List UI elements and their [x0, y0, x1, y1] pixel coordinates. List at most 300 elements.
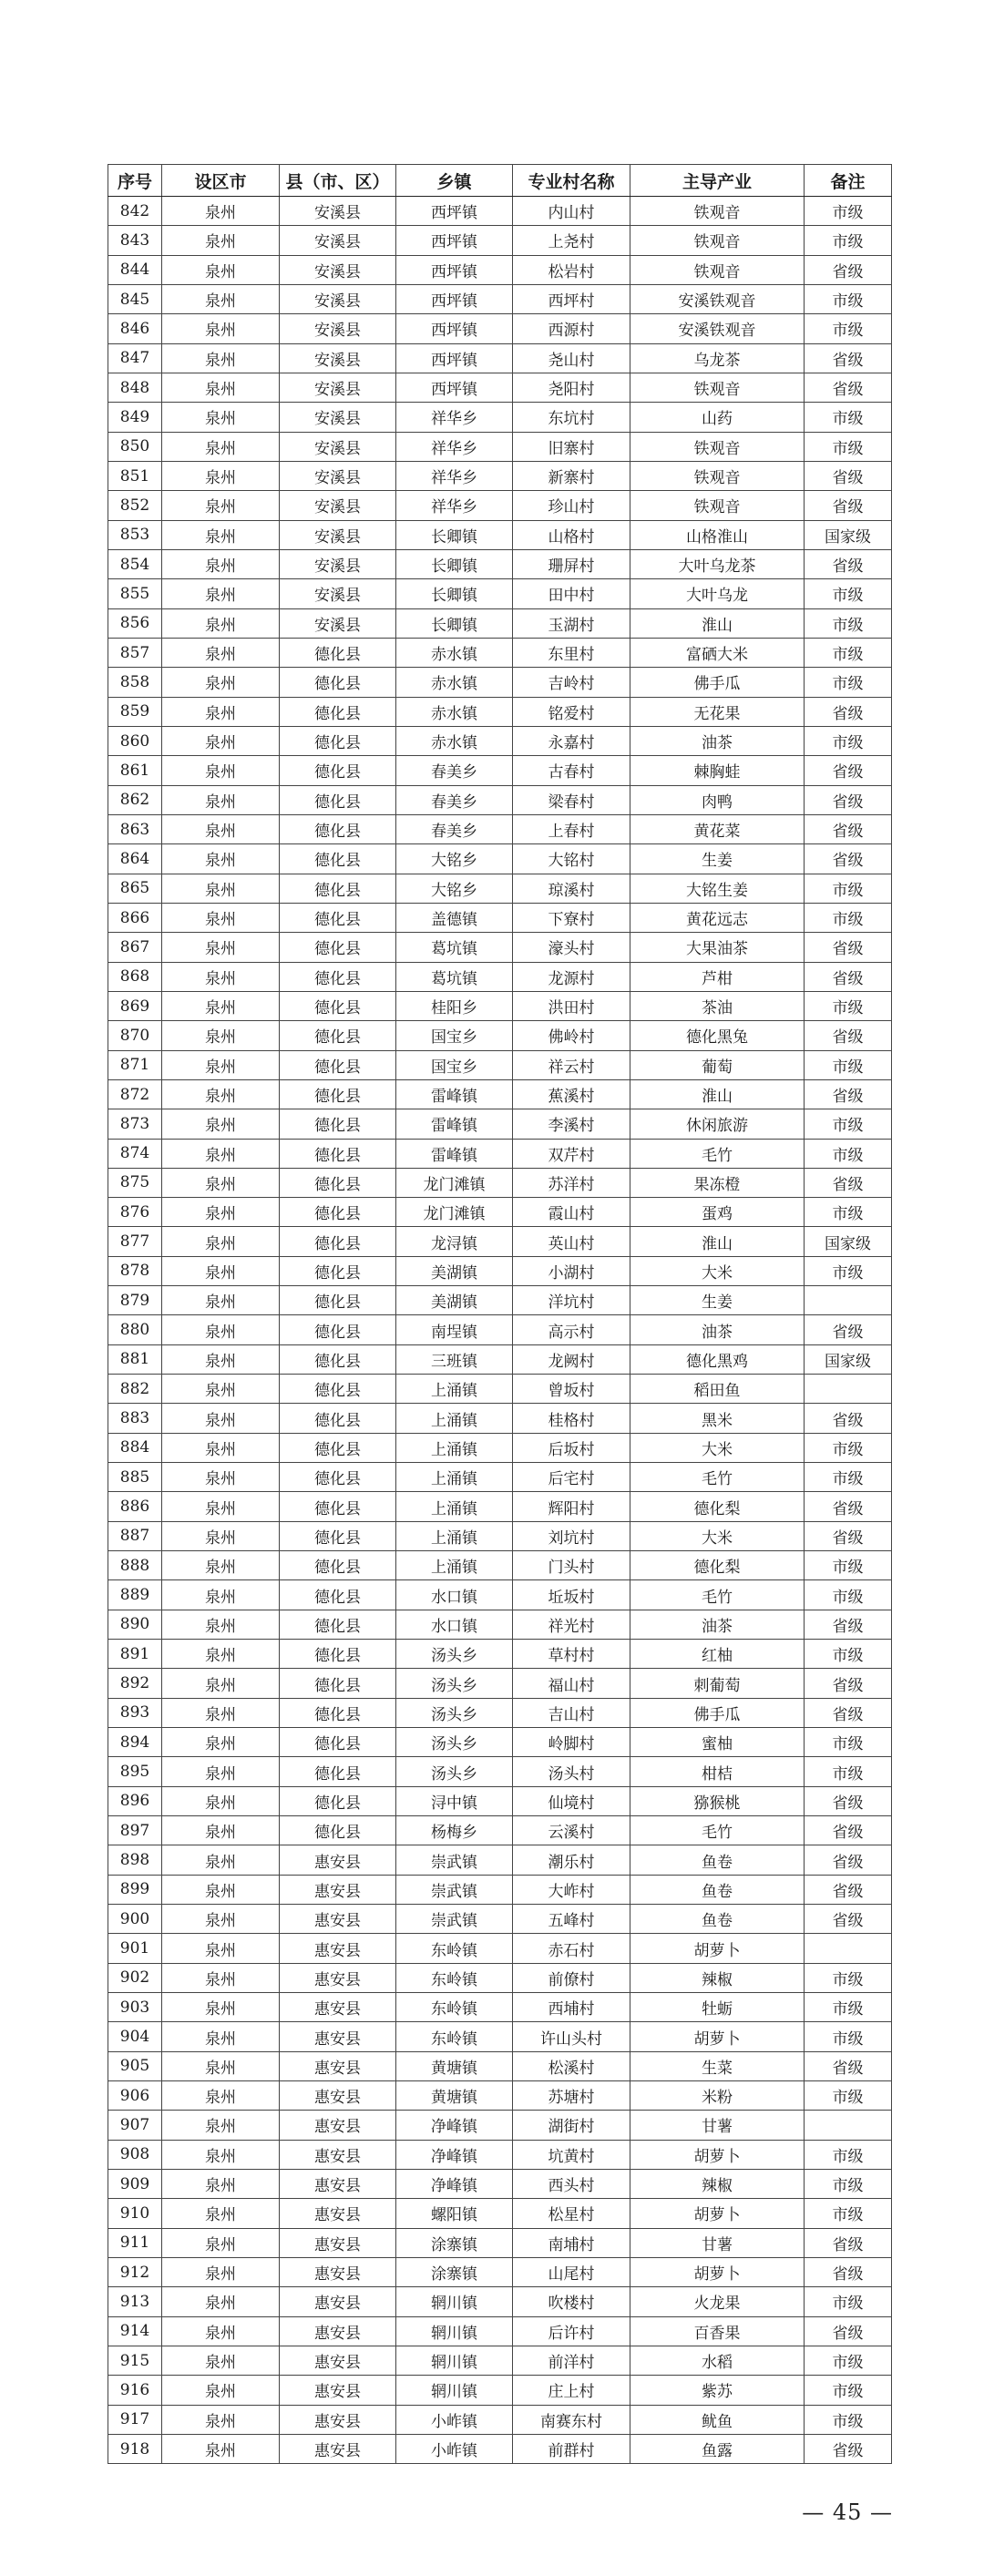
cell-serial: 871 [108, 1050, 162, 1079]
cell-village: 松岩村 [513, 255, 630, 284]
cell-town: 杨梅乡 [396, 1816, 513, 1845]
cell-serial: 849 [108, 403, 162, 432]
cell-remark: 省级 [805, 2316, 892, 2346]
table-row [108, 461, 892, 490]
cell-village: 后宅村 [513, 1463, 630, 1492]
table-row [108, 2228, 892, 2257]
cell-city: 泉州 [162, 2405, 280, 2434]
table-row [108, 2140, 892, 2169]
cell-town: 西坪镇 [396, 373, 513, 402]
cell-industry: 甘薯 [630, 2111, 805, 2140]
table-row [108, 226, 892, 255]
table-row [108, 1433, 892, 1462]
cell-village: 玉湖村 [513, 608, 630, 638]
cell-serial: 894 [108, 1728, 162, 1757]
cell-county: 德化县 [280, 1286, 396, 1315]
cell-remark: 市级 [805, 1757, 892, 1786]
table-row [108, 197, 892, 226]
cell-town: 辋川镇 [396, 2376, 513, 2405]
cell-remark: 国家级 [805, 1227, 892, 1256]
cell-county: 安溪县 [280, 549, 396, 578]
cell-town: 上涌镇 [396, 1551, 513, 1580]
cell-town: 上涌镇 [396, 1492, 513, 1521]
table-row [108, 1905, 892, 1934]
cell-city: 泉州 [162, 1640, 280, 1669]
cell-city: 泉州 [162, 1669, 280, 1698]
cell-village: 龙阙村 [513, 1344, 630, 1374]
cell-county: 安溪县 [280, 432, 396, 461]
cell-serial: 874 [108, 1139, 162, 1168]
cell-industry: 油茶 [630, 1610, 805, 1639]
cell-county: 安溪县 [280, 373, 396, 402]
cell-county: 德化县 [280, 1698, 396, 1727]
cell-town: 龙浔镇 [396, 1227, 513, 1256]
cell-village: 松星村 [513, 2199, 630, 2228]
cell-remark: 省级 [805, 2257, 892, 2286]
cell-industry: 休闲旅游 [630, 1109, 805, 1139]
cell-city: 泉州 [162, 1079, 280, 1109]
cell-town: 汤头乡 [396, 1728, 513, 1757]
cell-county: 德化县 [280, 1168, 396, 1197]
table-row [108, 1521, 892, 1550]
cell-county: 惠安县 [280, 2346, 396, 2375]
cell-county: 安溪县 [280, 579, 396, 608]
cell-industry: 大米 [630, 1256, 805, 1285]
table-row [108, 814, 892, 843]
cell-serial: 886 [108, 1492, 162, 1521]
cell-serial: 852 [108, 491, 162, 520]
table-row [108, 933, 892, 962]
cell-town: 美湖镇 [396, 1286, 513, 1315]
table-row [108, 403, 892, 432]
cell-serial: 861 [108, 756, 162, 785]
cell-village: 古春村 [513, 756, 630, 785]
cell-village: 梁春村 [513, 785, 630, 814]
cell-remark: 省级 [805, 1315, 892, 1344]
cell-village: 刘坑村 [513, 1521, 630, 1550]
cell-city: 泉州 [162, 1139, 280, 1168]
cell-county: 安溪县 [280, 343, 396, 373]
table-row [108, 1551, 892, 1580]
cell-serial: 907 [108, 2111, 162, 2140]
cell-county: 德化县 [280, 1816, 396, 1845]
cell-county: 德化县 [280, 1610, 396, 1639]
cell-remark: 省级 [805, 1168, 892, 1197]
cell-county: 安溪县 [280, 461, 396, 490]
cell-remark: 省级 [805, 1021, 892, 1050]
table-row [108, 549, 892, 578]
cell-remark: 省级 [805, 756, 892, 785]
cell-serial: 846 [108, 314, 162, 343]
cell-city: 泉州 [162, 785, 280, 814]
cell-city: 泉州 [162, 668, 280, 697]
cell-town: 黄塘镇 [396, 2051, 513, 2080]
cell-village: 高示村 [513, 1315, 630, 1344]
cell-town: 祥华乡 [396, 461, 513, 490]
cell-industry: 甘薯 [630, 2228, 805, 2257]
cell-remark: 市级 [805, 1109, 892, 1139]
cell-city: 泉州 [162, 991, 280, 1020]
table-row [108, 991, 892, 1020]
cell-city: 泉州 [162, 2140, 280, 2169]
cell-town: 祥华乡 [396, 403, 513, 432]
cell-city: 泉州 [162, 1256, 280, 1285]
cell-village: 佛岭村 [513, 1021, 630, 1050]
cell-village: 旧寨村 [513, 432, 630, 461]
cell-town: 长卿镇 [396, 520, 513, 549]
cell-village: 小湖村 [513, 1256, 630, 1285]
cell-county: 德化县 [280, 1021, 396, 1050]
cell-remark: 省级 [805, 2051, 892, 2080]
cell-industry: 稻田鱼 [630, 1375, 805, 1404]
table-row [108, 2022, 892, 2051]
cell-town: 黄塘镇 [396, 2081, 513, 2111]
cell-industry: 鱼卷 [630, 1905, 805, 1934]
table-row [108, 1168, 892, 1197]
cell-serial: 913 [108, 2287, 162, 2316]
cell-town: 小岞镇 [396, 2405, 513, 2434]
cell-city: 泉州 [162, 2111, 280, 2140]
cell-city: 泉州 [162, 343, 280, 373]
cell-serial: 851 [108, 461, 162, 490]
cell-village: 赤石村 [513, 1934, 630, 1963]
cell-county: 德化县 [280, 1344, 396, 1374]
cell-remark: 省级 [805, 962, 892, 991]
cell-industry: 紫苏 [630, 2376, 805, 2405]
table-row [108, 1963, 892, 1992]
cell-town: 崇武镇 [396, 1875, 513, 1904]
cell-village: 西源村 [513, 314, 630, 343]
cell-industry: 安溪铁观音 [630, 284, 805, 313]
cell-city: 泉州 [162, 903, 280, 932]
cell-village: 铭爱村 [513, 697, 630, 726]
cell-town: 大铭乡 [396, 844, 513, 874]
cell-village: 松溪村 [513, 2051, 630, 2080]
cell-village: 西埔村 [513, 1993, 630, 2022]
cell-city: 泉州 [162, 2199, 280, 2228]
cell-city: 泉州 [162, 933, 280, 962]
cell-county: 德化县 [280, 962, 396, 991]
village-table [108, 164, 892, 2464]
cell-industry: 大果油茶 [630, 933, 805, 962]
cell-village: 后坂村 [513, 1433, 630, 1462]
table-row [108, 520, 892, 549]
cell-industry: 大米 [630, 1521, 805, 1550]
cell-county: 德化县 [280, 814, 396, 843]
cell-city: 泉州 [162, 1492, 280, 1521]
cell-remark: 省级 [805, 814, 892, 843]
cell-village: 五峰村 [513, 1905, 630, 1934]
cell-village: 下寮村 [513, 903, 630, 932]
cell-remark: 市级 [805, 1198, 892, 1227]
table-row [108, 579, 892, 608]
cell-industry: 刺葡萄 [630, 1669, 805, 1698]
cell-county: 安溪县 [280, 403, 396, 432]
cell-remark: 省级 [805, 1492, 892, 1521]
cell-serial: 870 [108, 1021, 162, 1050]
cell-city: 泉州 [162, 461, 280, 490]
cell-industry: 大米 [630, 1433, 805, 1462]
cell-industry: 胡萝卜 [630, 2022, 805, 2051]
cell-village: 南赛东村 [513, 2405, 630, 2434]
cell-county: 德化县 [280, 1198, 396, 1227]
cell-city: 泉州 [162, 1905, 280, 1934]
cell-village: 坑黄村 [513, 2140, 630, 2169]
cell-remark: 市级 [805, 2405, 892, 2434]
table-row [108, 1845, 892, 1875]
table-row [108, 2287, 892, 2316]
cell-county: 惠安县 [280, 1934, 396, 1963]
cell-city: 泉州 [162, 314, 280, 343]
cell-city: 泉州 [162, 2434, 280, 2463]
cell-county: 安溪县 [280, 255, 396, 284]
header-town: 乡镇 [396, 165, 513, 197]
cell-city: 泉州 [162, 1875, 280, 1904]
table-row [108, 844, 892, 874]
cell-town: 盖德镇 [396, 903, 513, 932]
table-row [108, 1610, 892, 1639]
cell-village: 上尧村 [513, 226, 630, 255]
cell-industry: 毛竹 [630, 1139, 805, 1168]
cell-serial: 916 [108, 2376, 162, 2405]
cell-town: 葛坑镇 [396, 933, 513, 962]
cell-serial: 855 [108, 579, 162, 608]
cell-remark: 市级 [805, 1580, 892, 1610]
table-row [108, 697, 892, 726]
cell-industry: 大叶乌龙 [630, 579, 805, 608]
cell-city: 泉州 [162, 962, 280, 991]
cell-county: 德化县 [280, 697, 396, 726]
cell-county: 惠安县 [280, 2405, 396, 2434]
cell-city: 泉州 [162, 2376, 280, 2405]
cell-city: 泉州 [162, 1463, 280, 1492]
cell-city: 泉州 [162, 1845, 280, 1875]
header-village: 专业村名称 [513, 165, 630, 197]
cell-remark: 市级 [805, 1640, 892, 1669]
cell-remark: 市级 [805, 1050, 892, 1079]
cell-county: 惠安县 [280, 1905, 396, 1934]
cell-village: 祥光村 [513, 1610, 630, 1639]
cell-remark: 市级 [805, 668, 892, 697]
cell-serial: 877 [108, 1227, 162, 1256]
cell-city: 泉州 [162, 432, 280, 461]
cell-town: 西坪镇 [396, 284, 513, 313]
cell-town: 崇武镇 [396, 1905, 513, 1934]
cell-village: 龙源村 [513, 962, 630, 991]
cell-village: 辉阳村 [513, 1492, 630, 1521]
cell-village: 潮乐村 [513, 1845, 630, 1875]
cell-serial: 887 [108, 1521, 162, 1550]
cell-village: 蕉溪村 [513, 1079, 630, 1109]
cell-town: 赤水镇 [396, 726, 513, 755]
cell-serial: 865 [108, 874, 162, 903]
cell-county: 惠安县 [280, 2287, 396, 2316]
cell-village: 岭脚村 [513, 1728, 630, 1757]
cell-industry: 富硒大米 [630, 638, 805, 667]
header-industry: 主导产业 [630, 165, 805, 197]
cell-city: 泉州 [162, 1050, 280, 1079]
cell-remark: 省级 [805, 1521, 892, 1550]
cell-industry: 芦柑 [630, 962, 805, 991]
cell-county: 德化县 [280, 991, 396, 1020]
cell-village: 前群村 [513, 2434, 630, 2463]
cell-remark: 市级 [805, 874, 892, 903]
cell-county: 惠安县 [280, 2169, 396, 2198]
cell-industry: 铁观音 [630, 461, 805, 490]
cell-industry: 柑桔 [630, 1757, 805, 1786]
cell-remark: 省级 [805, 1610, 892, 1639]
cell-city: 泉州 [162, 403, 280, 432]
cell-village: 吉山村 [513, 1698, 630, 1727]
cell-remark [805, 1375, 892, 1404]
cell-serial: 859 [108, 697, 162, 726]
table-row [108, 2169, 892, 2198]
cell-serial: 881 [108, 1344, 162, 1374]
cell-industry: 胡萝卜 [630, 2140, 805, 2169]
cell-industry: 茶油 [630, 991, 805, 1020]
cell-serial: 899 [108, 1875, 162, 1904]
cell-county: 德化县 [280, 874, 396, 903]
cell-village: 吹楼村 [513, 2287, 630, 2316]
cell-industry: 黄花菜 [630, 814, 805, 843]
table-row [108, 1728, 892, 1757]
table-row [108, 638, 892, 667]
cell-town: 春美乡 [396, 814, 513, 843]
page-number: — 45 — [802, 2499, 893, 2525]
cell-town: 雷峰镇 [396, 1109, 513, 1139]
cell-remark: 省级 [805, 549, 892, 578]
cell-county: 德化县 [280, 1109, 396, 1139]
table-row [108, 874, 892, 903]
cell-town: 汤头乡 [396, 1669, 513, 1698]
cell-city: 泉州 [162, 1993, 280, 2022]
cell-town: 浔中镇 [396, 1786, 513, 1815]
cell-industry: 油茶 [630, 1315, 805, 1344]
cell-industry: 胡萝卜 [630, 2199, 805, 2228]
cell-county: 德化县 [280, 638, 396, 667]
cell-county: 安溪县 [280, 226, 396, 255]
table-row [108, 756, 892, 785]
cell-county: 德化县 [280, 1404, 396, 1433]
cell-remark: 省级 [805, 1079, 892, 1109]
cell-city: 泉州 [162, 255, 280, 284]
cell-industry: 鱿鱼 [630, 2405, 805, 2434]
cell-industry: 大铭生姜 [630, 874, 805, 903]
cell-town: 涂寨镇 [396, 2257, 513, 2286]
table-row [108, 1286, 892, 1315]
cell-city: 泉州 [162, 1375, 280, 1404]
cell-village: 双芹村 [513, 1139, 630, 1168]
cell-city: 泉州 [162, 638, 280, 667]
table-row [108, 1375, 892, 1404]
cell-town: 南埕镇 [396, 1315, 513, 1344]
cell-town: 春美乡 [396, 785, 513, 814]
cell-town: 东岭镇 [396, 1934, 513, 1963]
cell-city: 泉州 [162, 2346, 280, 2375]
cell-remark: 市级 [805, 403, 892, 432]
cell-industry: 淮山 [630, 1227, 805, 1256]
cell-county: 德化县 [280, 668, 396, 697]
cell-city: 泉州 [162, 608, 280, 638]
cell-city: 泉州 [162, 373, 280, 402]
cell-remark: 市级 [805, 2140, 892, 2169]
cell-industry: 火龙果 [630, 2287, 805, 2316]
cell-town: 汤头乡 [396, 1640, 513, 1669]
cell-county: 惠安县 [280, 2228, 396, 2257]
cell-industry: 铁观音 [630, 226, 805, 255]
cell-village: 福山村 [513, 1669, 630, 1698]
cell-village: 珊屏村 [513, 549, 630, 578]
cell-serial: 910 [108, 2199, 162, 2228]
cell-town: 西坪镇 [396, 255, 513, 284]
cell-town: 涂寨镇 [396, 2228, 513, 2257]
cell-serial: 889 [108, 1580, 162, 1610]
cell-village: 苏洋村 [513, 1168, 630, 1197]
cell-county: 德化县 [280, 1256, 396, 1285]
cell-industry: 棘胸蛙 [630, 756, 805, 785]
cell-industry: 无花果 [630, 697, 805, 726]
cell-city: 泉州 [162, 1109, 280, 1139]
cell-remark: 省级 [805, 343, 892, 373]
table-row [108, 255, 892, 284]
cell-town: 春美乡 [396, 756, 513, 785]
table-row [108, 432, 892, 461]
cell-remark: 省级 [805, 1669, 892, 1698]
cell-remark [805, 1934, 892, 1963]
table-row [108, 1079, 892, 1109]
cell-county: 德化县 [280, 1521, 396, 1550]
table-row [108, 608, 892, 638]
cell-industry: 安溪铁观音 [630, 314, 805, 343]
cell-remark: 省级 [805, 461, 892, 490]
cell-city: 泉州 [162, 1580, 280, 1610]
table-row [108, 1934, 892, 1963]
table-row [108, 2199, 892, 2228]
cell-city: 泉州 [162, 1963, 280, 1992]
cell-village: 庄上村 [513, 2376, 630, 2405]
cell-remark: 市级 [805, 638, 892, 667]
cell-remark: 市级 [805, 432, 892, 461]
cell-city: 泉州 [162, 2169, 280, 2198]
cell-town: 长卿镇 [396, 549, 513, 578]
cell-village: 西头村 [513, 2169, 630, 2198]
cell-remark: 市级 [805, 1433, 892, 1462]
cell-town: 桂阳乡 [396, 991, 513, 1020]
header-remark: 备注 [805, 165, 892, 197]
cell-serial: 879 [108, 1286, 162, 1315]
cell-industry: 猕猴桃 [630, 1786, 805, 1815]
cell-remark: 市级 [805, 284, 892, 313]
cell-county: 安溪县 [280, 314, 396, 343]
cell-county: 德化县 [280, 1227, 396, 1256]
cell-village: 李溪村 [513, 1109, 630, 1139]
table-row [108, 726, 892, 755]
cell-village: 祥云村 [513, 1050, 630, 1079]
cell-town: 三班镇 [396, 1344, 513, 1374]
cell-city: 泉州 [162, 549, 280, 578]
cell-village: 田中村 [513, 579, 630, 608]
cell-county: 安溪县 [280, 284, 396, 313]
cell-village: 坵坂村 [513, 1580, 630, 1610]
cell-remark: 市级 [805, 1139, 892, 1168]
cell-county: 惠安县 [280, 2111, 396, 2140]
cell-serial: 842 [108, 197, 162, 226]
cell-remark: 省级 [805, 2228, 892, 2257]
cell-town: 葛坑镇 [396, 962, 513, 991]
cell-serial: 863 [108, 814, 162, 843]
cell-village: 新寨村 [513, 461, 630, 490]
cell-town: 辋川镇 [396, 2346, 513, 2375]
